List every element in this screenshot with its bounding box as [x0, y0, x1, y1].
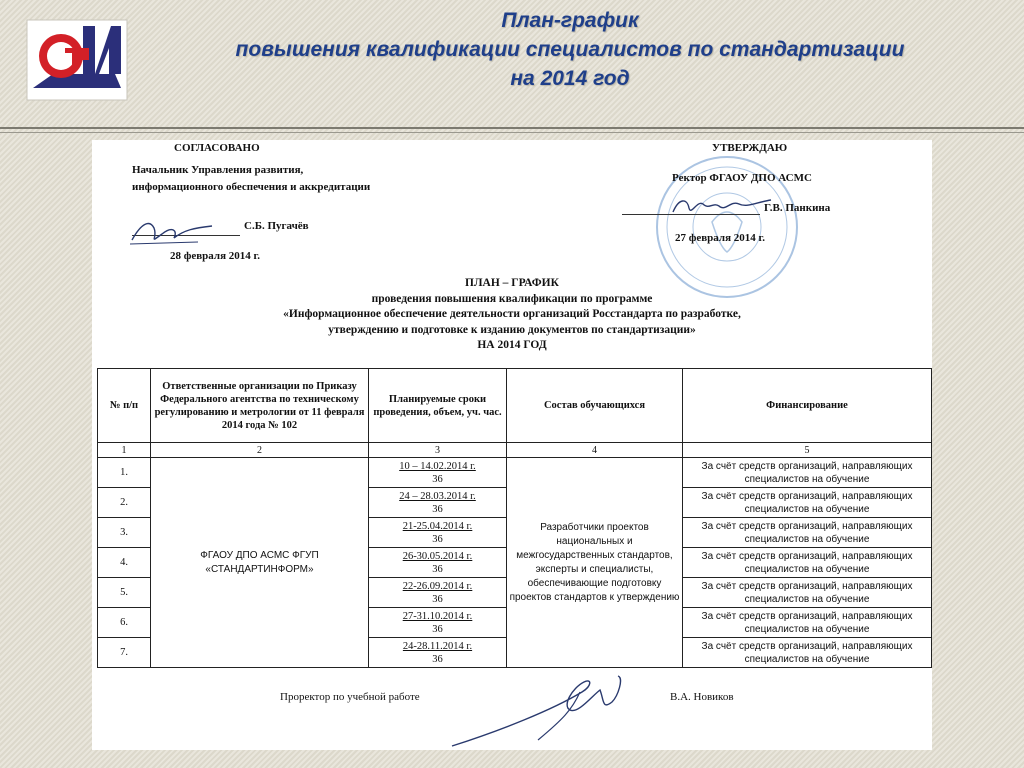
title-divider [0, 127, 1024, 129]
financing-cell: За счёт средств организаций, направляющих специалистов на обучение [683, 518, 932, 548]
plan-year: НА 2014 ГОД [477, 339, 547, 351]
row-number: 6. [98, 608, 151, 638]
header-trainees: Состав обучающихся [507, 369, 683, 443]
organization-logo [25, 18, 129, 102]
row-number: 1. [98, 458, 151, 488]
period-dates: 10 – 14.02.2014 г. [399, 460, 476, 472]
period-dates: 26-30.05.2014 г. [402, 550, 473, 562]
scanned-document [92, 140, 932, 750]
header-financing: Финансирование [683, 369, 932, 443]
period-dates: 22-26.09.2014 г. [402, 580, 473, 592]
schedule-table [97, 368, 932, 668]
confirm-position: Ректор ФГАОУ ДПО АСМС [672, 172, 812, 184]
column-number: 5 [683, 443, 932, 458]
period-hours: 36 [432, 653, 443, 665]
table-row [98, 458, 932, 488]
period-dates: 24-28.11.2014 г. [402, 640, 473, 652]
title-divider-thin [0, 132, 1024, 133]
confirm-date: 27 февраля 2014 г. [675, 232, 766, 244]
signature-novikov [442, 670, 642, 750]
footer-position: Проректор по учебной работе [280, 691, 420, 703]
table-header-row [98, 369, 932, 443]
plan-program-line-2: утверждению и подготовке к изданию документов по стандартизации» [328, 323, 696, 336]
footer-name: В.А. Новиков [670, 691, 734, 703]
header-number: № п/п [98, 369, 151, 443]
organizations-cell: ФГАОУ ДПО АСМС ФГУП «СТАНДАРТИНФОРМ» [151, 458, 369, 668]
signature-pankina [667, 190, 777, 224]
financing-cell: За счёт средств организаций, направляющих специалистов на обучение [683, 578, 932, 608]
confirm-heading: УТВЕРЖДАЮ [712, 142, 788, 154]
column-number-row [98, 443, 932, 458]
header-organizations: Ответственные организации по Приказу Федерального агентства по техническому регулированию и метрологии от 11 февраля 2014 года № 102 [151, 369, 369, 443]
period-dates: 27-31.10.2014 г. [402, 610, 473, 622]
period-cell [369, 488, 507, 518]
approved-name: С.Б. Пугачёв [244, 220, 309, 232]
period-hours: 36 [432, 533, 443, 545]
approved-position: Начальник Управления развития, информационного обеспечения и аккредитации [132, 164, 371, 193]
period-cell [369, 518, 507, 548]
column-number: 4 [507, 443, 683, 458]
financing-cell: За счёт средств организаций, направляющих специалистов на обучение [683, 548, 932, 578]
slide-title [150, 6, 990, 93]
period-cell [369, 608, 507, 638]
plan-subtitle: проведения повышения квалификации по программе [371, 292, 653, 305]
row-number: 2. [98, 488, 151, 518]
trainees-cell: Разработчики проектов национальных и межгосударственных стандартов, эксперты и специалисты, обеспечивающие подготовку проектов стандартов к утверждению [507, 458, 683, 668]
period-dates: 24 – 28.03.2014 г. [399, 490, 476, 502]
financing-cell: За счёт средств организаций, направляющих специалистов на обучение [683, 638, 932, 668]
plan-heading [212, 276, 812, 354]
confirm-name: Г.В. Панкина [764, 202, 831, 214]
period-dates: 21-25.04.2014 г. [402, 520, 473, 532]
plan-title: ПЛАН – ГРАФИК [465, 277, 559, 289]
column-number: 2 [151, 443, 369, 458]
period-hours: 36 [432, 593, 443, 605]
column-number: 1 [98, 443, 151, 458]
signature-pugachev [128, 216, 218, 248]
row-number: 4. [98, 548, 151, 578]
financing-cell: За счёт средств организаций, направляющих специалистов на обучение [683, 458, 932, 488]
slide-title-line-3: на 2014 год [510, 67, 630, 90]
approved-date: 28 февраля 2014 г. [170, 250, 261, 262]
row-number: 5. [98, 578, 151, 608]
row-number: 3. [98, 518, 151, 548]
plan-program-line-1: «Информационное обеспечение деятельности организаций Росстандарта по разработке, [283, 308, 741, 320]
period-cell [369, 548, 507, 578]
period-cell [369, 638, 507, 668]
slide-title-line-1: План-график [501, 9, 639, 32]
header-period: Планируемые сроки проведения, объем, уч. час. [369, 369, 507, 443]
period-hours: 36 [432, 503, 443, 515]
period-hours: 36 [432, 563, 443, 575]
period-cell [369, 578, 507, 608]
period-cell [369, 458, 507, 488]
approved-heading: СОГЛАСОВАНО [174, 142, 260, 154]
column-number: 3 [369, 443, 507, 458]
financing-cell: За счёт средств организаций, направляющих специалистов на обучение [683, 488, 932, 518]
period-hours: 36 [432, 473, 443, 485]
financing-cell: За счёт средств организаций, направляющих специалистов на обучение [683, 608, 932, 638]
slide-title-line-2: повышения квалификации специалистов по стандартизации [235, 38, 905, 61]
period-hours: 36 [432, 623, 443, 635]
row-number: 7. [98, 638, 151, 668]
